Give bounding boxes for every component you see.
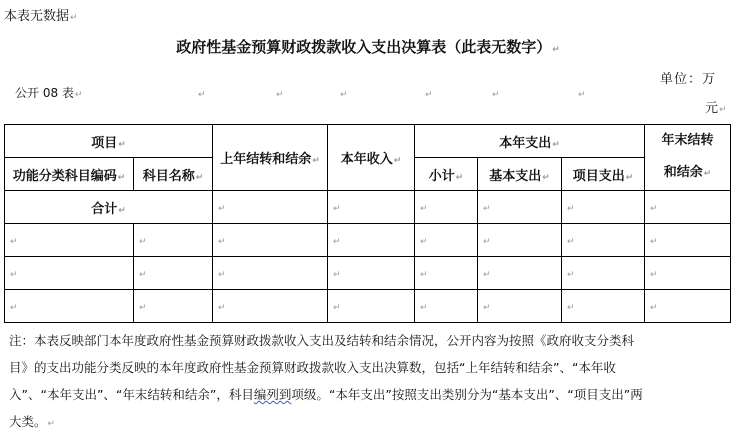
table-cell bbox=[478, 290, 562, 323]
header-year-end-balance: 年末结转 和结余↵ bbox=[645, 125, 731, 191]
paragraph-mark: ↵ bbox=[425, 90, 433, 100]
paragraph-mark: ↵ bbox=[218, 302, 226, 313]
page-title-text: 政府性基金预算财政拨款收入支出决算表（此表无数字） bbox=[176, 38, 552, 56]
table-cell bbox=[328, 290, 415, 323]
table-cell bbox=[415, 290, 478, 323]
paragraph-mark: ↵ bbox=[276, 90, 284, 100]
table-cell bbox=[562, 290, 645, 323]
table-row bbox=[5, 257, 731, 290]
paragraph-mark: ↵ bbox=[218, 236, 226, 247]
table-cell bbox=[415, 257, 478, 290]
unit-label-wrap bbox=[705, 97, 727, 116]
paragraph-mark: ↵ bbox=[567, 269, 575, 280]
paragraph-mark: ↵ bbox=[10, 302, 18, 313]
table-cell bbox=[328, 191, 415, 224]
table-row-total bbox=[5, 191, 731, 224]
paragraph-mark: ↵ bbox=[542, 172, 550, 183]
paragraph-mark: ↵ bbox=[625, 172, 634, 183]
paragraph-mark: ↵ bbox=[340, 90, 348, 100]
table-row bbox=[5, 290, 731, 323]
table-cell bbox=[328, 257, 415, 290]
table-cell bbox=[5, 257, 134, 290]
table-cell bbox=[478, 224, 562, 257]
header-prev-balance: 上年结转和结余↵ bbox=[213, 125, 328, 191]
table-cell bbox=[415, 191, 478, 224]
table-row bbox=[5, 224, 731, 257]
paragraph-mark: ↵ bbox=[139, 302, 147, 313]
header-func-code: 功能分类科目编码↵ bbox=[5, 158, 134, 191]
header-project-expense: 项目支出↵ bbox=[562, 158, 645, 191]
paragraph-mark: ↵ bbox=[393, 156, 402, 166]
paragraph-mark: ↵ bbox=[333, 236, 341, 247]
table-cell bbox=[645, 191, 731, 224]
notes-line: 注：本表反映部门本年度政府性基金预算财政拨款收入支出及结转和结余情况，公开内容为按照《政府收支分类科 bbox=[9, 333, 635, 348]
paragraph-mark: ↵ bbox=[47, 419, 56, 429]
table-cell bbox=[328, 224, 415, 257]
paragraph-mark: ↵ bbox=[198, 90, 206, 100]
paragraph-mark: ↵ bbox=[567, 203, 575, 214]
paragraph-mark: ↵ bbox=[139, 269, 147, 280]
paragraph-mark: ↵ bbox=[650, 236, 658, 247]
table-cell bbox=[213, 224, 328, 257]
paragraph-mark: ↵ bbox=[70, 13, 78, 23]
paragraph-mark: ↵ bbox=[483, 302, 491, 313]
paragraph-mark: ↵ bbox=[420, 269, 428, 280]
paragraph-mark: ↵ bbox=[567, 302, 575, 313]
page-title bbox=[0, 36, 736, 57]
paragraph-mark: ↵ bbox=[650, 203, 658, 214]
paragraph-mark: ↵ bbox=[650, 302, 658, 313]
paragraph-mark: ↵ bbox=[420, 236, 428, 247]
paragraph-mark: ↵ bbox=[195, 172, 204, 183]
table-cell bbox=[134, 224, 213, 257]
header-subtotal: 小计↵ bbox=[415, 158, 478, 191]
unit-label bbox=[660, 68, 716, 87]
unit-label-wrap-text: 元 bbox=[705, 101, 719, 116]
paragraph-mark: ↵ bbox=[483, 269, 491, 280]
paragraph-mark: ↵ bbox=[333, 269, 341, 280]
paragraph-mark: ↵ bbox=[118, 205, 126, 216]
paragraph-mark: ↵ bbox=[333, 203, 341, 214]
paragraph-mark: ↵ bbox=[552, 139, 560, 150]
paragraph-mark: ↵ bbox=[578, 90, 586, 100]
paragraph-mark: ↵ bbox=[552, 45, 560, 55]
header-current-expense: 本年支出↵ bbox=[415, 125, 645, 158]
table-cell bbox=[562, 257, 645, 290]
table-code-text: 公开 08 表 bbox=[15, 86, 74, 100]
paragraph-mark: ↵ bbox=[312, 156, 320, 166]
paragraph-mark: ↵ bbox=[10, 269, 18, 280]
paragraph-mark: ↵ bbox=[483, 203, 491, 214]
paragraph-mark: ↵ bbox=[483, 236, 491, 247]
table-cell bbox=[213, 257, 328, 290]
header-basic-expense: 基本支出↵ bbox=[478, 158, 562, 191]
spellcheck-underline: 编列到 bbox=[253, 387, 292, 402]
paragraph-mark: ↵ bbox=[10, 236, 18, 247]
table-code bbox=[15, 84, 82, 101]
paragraph-mark: ↵ bbox=[117, 172, 126, 183]
table-cell bbox=[478, 191, 562, 224]
table-cell bbox=[134, 290, 213, 323]
notes-line: 大类。↵ bbox=[9, 414, 56, 429]
paragraph-mark: ↵ bbox=[567, 236, 575, 247]
table-cell bbox=[213, 191, 328, 224]
table-cell bbox=[5, 290, 134, 323]
notes-line: 入”、“本年支出”、“年末结转和结余”，科目编列到项级。“本年支出”按照支出类别分为“基本支出”、“项目支出”两 bbox=[9, 387, 643, 402]
no-data-note bbox=[4, 5, 78, 24]
paragraph-mark: ↵ bbox=[420, 302, 428, 313]
table-cell bbox=[562, 224, 645, 257]
header-item: 项目↵ bbox=[5, 125, 213, 158]
paragraph-mark: ↵ bbox=[703, 169, 712, 179]
budget-table bbox=[4, 124, 730, 322]
paragraph-mark: ↵ bbox=[333, 302, 341, 313]
header-current-income: 本年收入↵ bbox=[328, 125, 415, 191]
paragraph-mark: ↵ bbox=[719, 105, 727, 115]
table-notes bbox=[9, 327, 731, 438]
paragraph-mark: ↵ bbox=[492, 90, 500, 100]
paragraph-mark: ↵ bbox=[218, 269, 226, 280]
paragraph-mark: ↵ bbox=[74, 90, 83, 100]
table-cell bbox=[645, 224, 731, 257]
table-cell bbox=[5, 224, 134, 257]
table-cell bbox=[562, 191, 645, 224]
paragraph-mark: ↵ bbox=[650, 269, 658, 280]
header-subject-name: 科目名称↵ bbox=[134, 158, 213, 191]
unit-label-text: 单位：万 bbox=[660, 72, 717, 87]
table-cell bbox=[213, 290, 328, 323]
no-data-note-text: 本表无数据 bbox=[4, 9, 70, 24]
table-cell bbox=[478, 257, 562, 290]
table-cell bbox=[134, 257, 213, 290]
table-cell bbox=[645, 290, 731, 323]
total-label: 合计↵ bbox=[5, 191, 213, 224]
paragraph-mark: ↵ bbox=[420, 203, 428, 214]
paragraph-mark: ↵ bbox=[455, 172, 464, 183]
paragraph-mark: ↵ bbox=[218, 203, 226, 214]
paragraph-mark: ↵ bbox=[118, 139, 126, 150]
notes-line: 目》的支出功能分类反映的本年度政府性基金预算财政拨款收入支出决算数，包括“上年结转和结余”、“本年收 bbox=[9, 360, 616, 375]
table-cell bbox=[415, 224, 478, 257]
paragraph-mark: ↵ bbox=[139, 236, 147, 247]
table-cell bbox=[645, 257, 731, 290]
